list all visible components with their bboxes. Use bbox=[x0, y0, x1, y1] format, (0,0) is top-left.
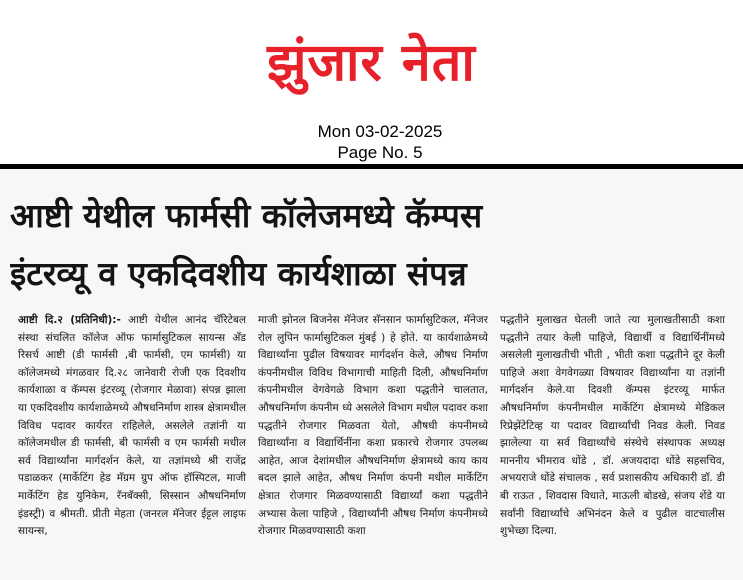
column-1-text: आष्टी येथील आनंद चॅरिटेबल संस्था संचलित कॉलेज ऑफ फार्मासुटिकल सायन्स अँड रिसर्च आष्टी (डी फार्मसी ,बी फार्मसी, एम फार्मसी) या कॉलेजमध्ये मंगळवार दि.२८ जानेवारी रोजी एक दिवशीय कार्यशाळा व कॅम्पस इंटरव्यू (रोजगार मेळावा) संपन्न झाला या एकदिवशीय कार्यशाळेमध्ये औषधनिर्माण शास्त्र क्षेत्रामधील विविध पदावर कार्यरत राहिलेले, असलेले तज्ञांनी या कॉलेजमधील डी फार्मसी, बी फार्मसी व एम फार्मसी मधील सर्व विद्यार्थ्यांना मार्गदर्शन केले, या तज्ञांमध्ये श्री राजेंद्र पडाळकर (मार्केटिंग हेड मॅग्रम ग्रुप ऑफ हॉस्पिटल, माजी मार्केटिंग हेड युनिकेम, रॅनबॅक्सी, सिस्सान औषधनिर्माण इंडस्ट्री) व श्रीमती. प्रीती मेहता (जनरल मॅनेजर ईट्टल लाइफ सायन्स, bbox=[18, 314, 246, 538]
article-column-3: पद्धतीने मुलाखत घेतली जाते त्या मुलाखतीसाठी कशा पद्धतीने तयार केली पाहिजे, विद्यार्थी व विद्यार्थिनींमध्ये असलेली मुलाखतीची भीती , भीती कशा पद्धतीने दूर केली पाहिजे अशा वेगवेगळ्या विषयावर विद्यार्थ्यांना या तज्ञांनी मार्गदर्शन केले.या दिवशी कॅम्पस इंटरव्यू मार्फत औषधनिर्माण कंपनीमधील मार्केटिंग क्षेत्रामध्ये मेडिकल रिप्रेझेंटेटिव्ह या पदावर विद्यार्थ्यांची निवड केली. निवड झालेल्या या सर्व विद्यार्थ्यांचे संस्थेचे संस्थापक अध्यक्ष माननीय भीमराव धोंडे , डॉ. अजयदादा धोंडे सहसचिव, अभयराजे धोंडे संचालक , सर्व प्रशासकीय अधिकारी डॉ. डी बी राऊत , शिवदास विधाते, माऊली बोडखे, संजय शेंडे या सर्वांनी विद्यार्थ्यांचे अभिनंदन केले व पुढील वाटचालीस शुभेच्छा दिल्या. bbox=[500, 314, 725, 538]
newspaper-masthead: झुंजार नेता bbox=[267, 33, 476, 93]
headline-line-1: आष्टी येथील फार्मसी कॉलेजमध्ये कॅम्पस bbox=[10, 196, 483, 235]
article-column-1 bbox=[18, 312, 246, 580]
issue-date: Mon 03-02-2025 bbox=[317, 122, 443, 141]
headline-line-2: इंटरव्यू व एकदिवशीय कार्यशाळा संपन्न bbox=[10, 254, 467, 293]
article-column-2: माजी झोनल बिजनेस मॅनेजर सॅनसान फार्मासुटिकल, मॅनेजर रोल लुपिन फार्मासुटिकल मुंबई ) हे होते. या कार्यशाळेमध्ये विद्यार्थ्यांना पुढील विषयावर मार्गदर्शन केले, औषध निर्माण कंपनीमधील विविध विभागाची माहिती दिली, औषधनिर्माण कंपनीमधील वेगवेगळे विभाग कशा पद्धतीने चालतात, औषधनिर्माण कंपनीम ध्ये असलेले विभाग मधील पदावर कशा पद्धतीने रोजगार मिळवता येतो, औषधी कंपनीमध्ये विद्यार्थ्यांना व विद्यार्थिनींना कशा प्रकारचे रोजगार उपलब्ध आहेत, आज देशांमधील औषधनिर्माण क्षेत्रामध्ये काय काय बदल झाले आहेत, औषध निर्माण कंपनी मधील मार्केटिंग क्षेत्रात रोजगार मिळवण्यासाठी विद्यार्थ्यां कशा पद्धतीने अभ्यास केला पाहिजे , विद्यार्थ्यांनी औषध निर्माण कंपनीमध्ये रोजगार मिळवण्यासाठी कशा bbox=[258, 314, 488, 538]
dateline: आष्टी दि.२ (प्रतिनिधी):- bbox=[18, 314, 121, 326]
page-number: Page No. 5 bbox=[337, 143, 423, 162]
